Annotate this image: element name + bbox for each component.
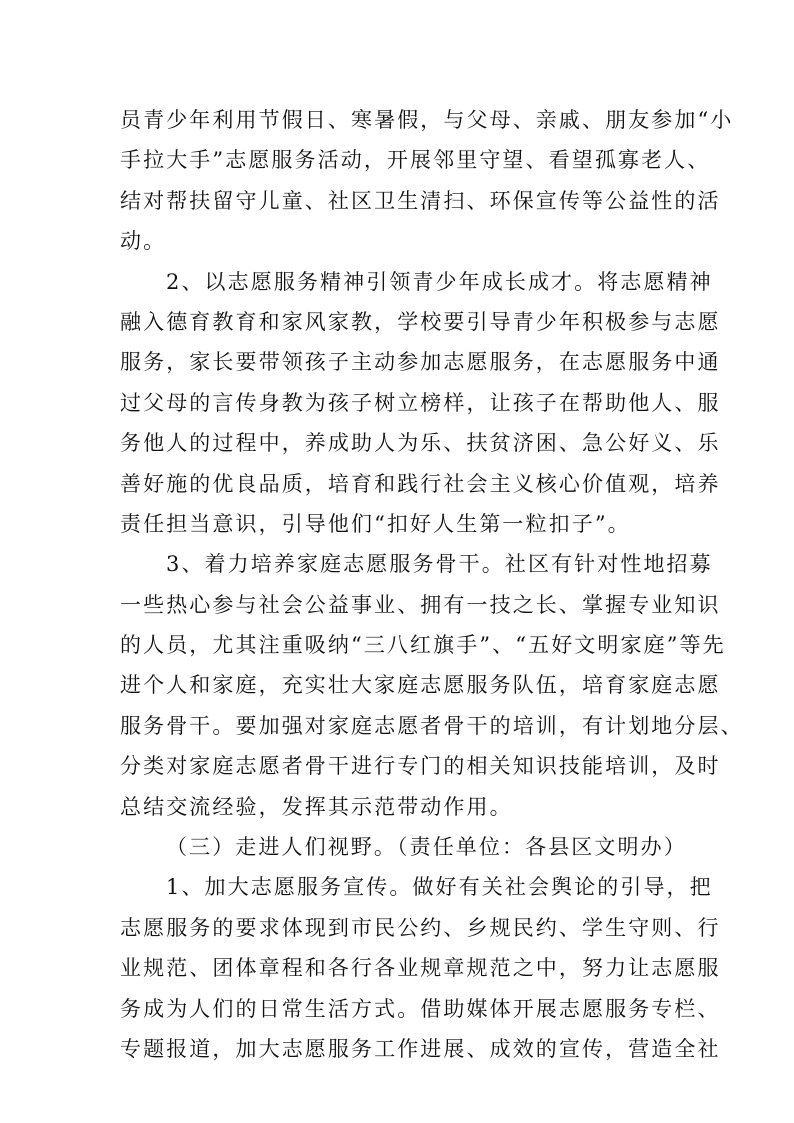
text-line: 的人员，尤其注重吸纳“三八红旗手”、“五好文明家庭”等先	[120, 633, 726, 658]
text-line: 善好施的优良品质，培育和践行社会主义核心价值观，培养	[120, 471, 721, 496]
text-line: 进个人和家庭，充实壮大家庭志愿服务队伍，培育家庭志愿	[120, 673, 721, 698]
paragraph-start-line: 3、着力培养家庭志愿服务骨干。社区有针对性地招募	[166, 552, 713, 577]
text-line: 务成为人们的日常生活方式。借助媒体开展志愿服务专栏、	[120, 996, 721, 1021]
text-line: 服务骨干。要加强对家庭志愿者骨干的培训，有计划地分层、	[120, 713, 744, 738]
text-line: 分类对家庭志愿者骨干进行专门的相关知识技能培训，及时	[120, 754, 721, 779]
paragraph-start-line: 2、以志愿服务精神引领青少年成长成才。将志愿精神	[166, 269, 713, 294]
text-line: 务他人的过程中，养成助人为乐、扶贫济困、急公好义、乐	[120, 431, 721, 456]
text-line: 动。	[120, 229, 167, 254]
text-line: 总结交流经验，发挥其示范带动作用。	[120, 794, 513, 819]
text-line: 融入德育教育和家风家教，学校要引导青少年积极参与志愿	[120, 309, 721, 334]
section-heading: （三）走进人们视野。（责任单位：各县区文明办）	[166, 835, 687, 860]
text-line: 责任担当意识，引导他们“扣好人生第一粒扣子”。	[120, 511, 631, 536]
paragraph-start-line: 1、加大志愿服务宣传。做好有关社会舆论的引导，把	[166, 875, 713, 900]
text-line: 手拉大手”志愿服务活动，开展邻里守望、看望孤寡老人、	[120, 148, 711, 173]
text-line: 专题报道，加大志愿服务工作进展、成效的宣传，营造全社	[120, 1036, 721, 1061]
text-line: 服务，家长要带领孩子主动参加志愿服务，在志愿服务中通	[120, 350, 721, 375]
text-line: 结对帮扶留守儿童、社区卫生清扫、环保宣传等公益性的活	[120, 188, 721, 213]
text-line: 员青少年利用节假日、寒暑假，与父母、亲戚、朋友参加“小	[120, 108, 734, 132]
text-line: 志愿服务的要求体现到市民公约、乡规民约、学生守则、行	[120, 915, 721, 940]
text-line: 一些热心参与社会公益事业、拥有一技之长、掌握专业知识	[120, 592, 721, 617]
text-line: 过父母的言传身教为孩子树立榜样，让孩子在帮助他人、服	[120, 390, 721, 415]
body-text	[120, 100, 744, 1069]
text-line: 业规范、团体章程和各行各业规章规范之中，努力让志愿服	[120, 956, 721, 981]
